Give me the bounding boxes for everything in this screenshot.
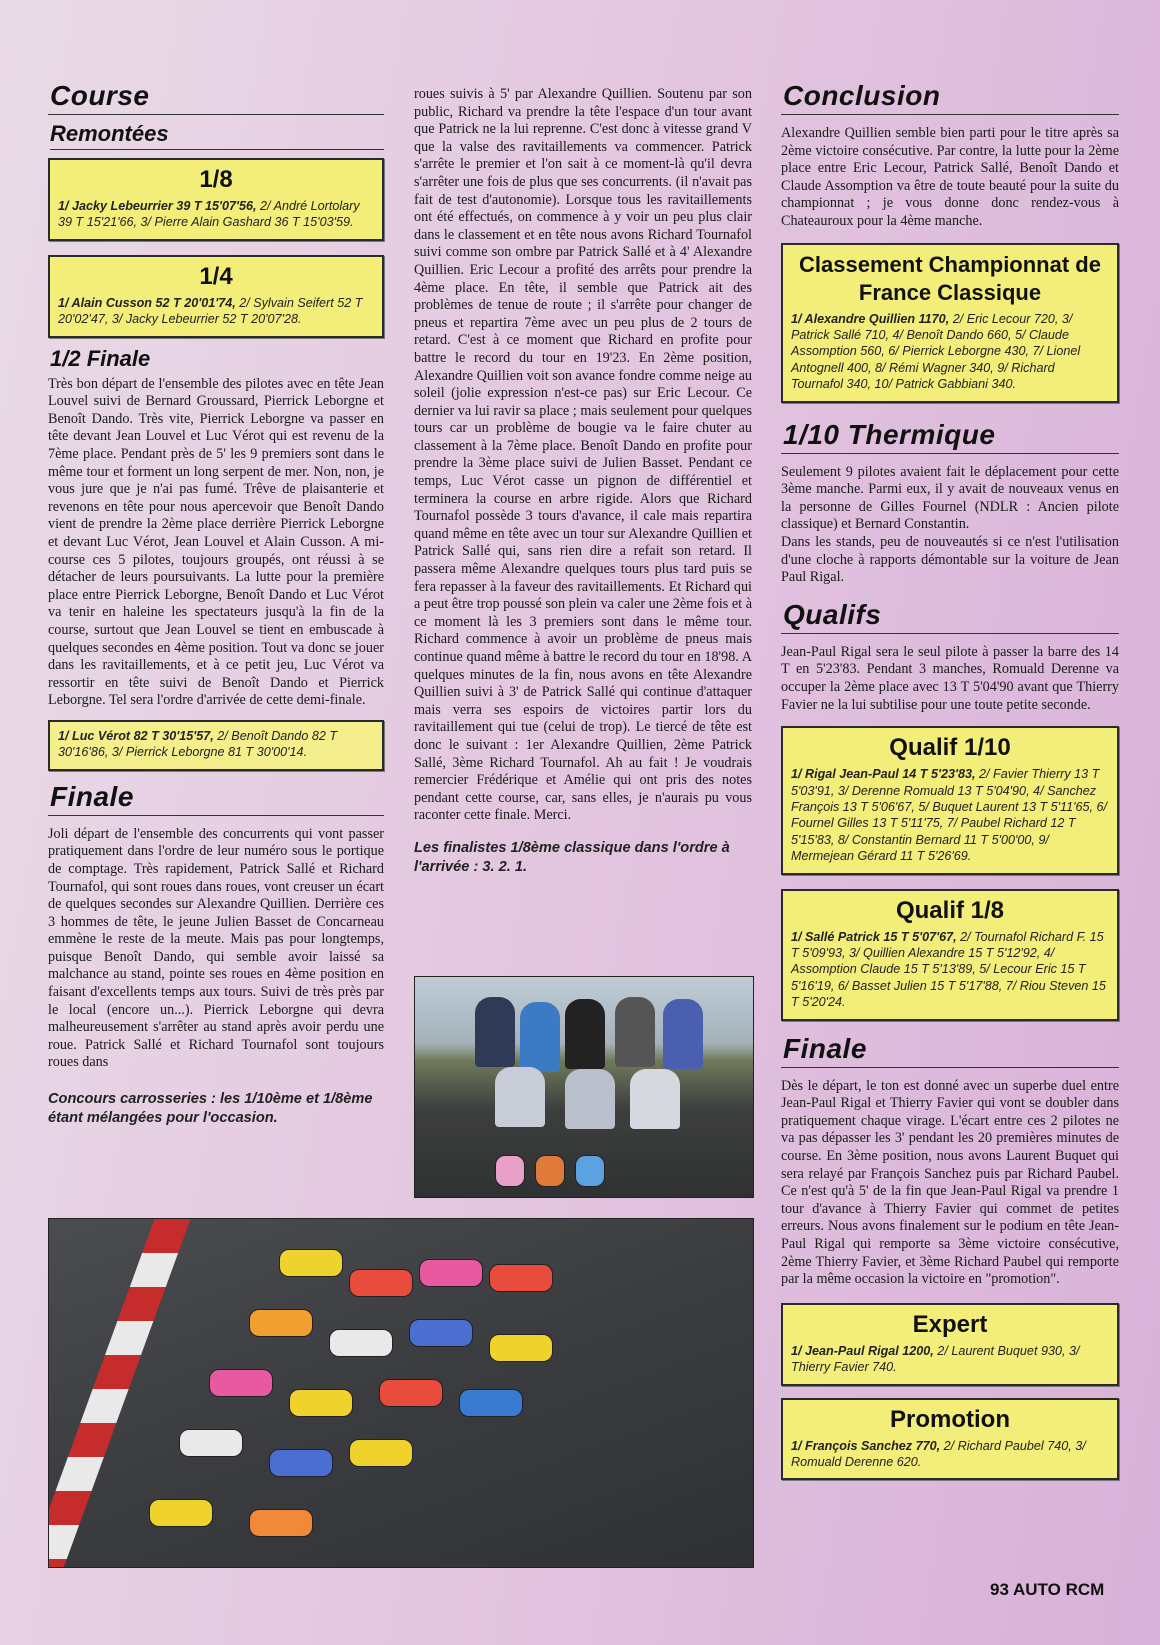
thermique-heading: 1/10 Thermique (781, 419, 1119, 454)
rc-car (209, 1369, 273, 1397)
winner-line: 1/ Rigal Jean-Paul 14 T 5'23'83, (791, 767, 976, 782)
caption-concours: Concours carrosseries : les 1/10ème et 1/8ème étant mélangées pour l'occasion. (48, 1091, 373, 1127)
winner-line: 1/ Alexandre Quillien 1170, (791, 311, 950, 326)
course-heading: Course (48, 80, 384, 115)
finale-thermique-text: Dès le départ, le ton est donné avec un superbe duel entre Jean-Paul Rigal et Thierry Favier qui vont se doubler dans pratiquement chaque virage. L'écart entre ces 2 pilotes ne va pas dépasser les 3' pendant les 20 premières minutes de course. En 3ème position, nous avons Laurent Buquet qui sera relayé par François Sanchez puis par Richard Paubel. Ce n'est qu'à 5' de la fin que Jean-Paul Rigal va prendre 1 tour d'avance à Thierry Favier qui commet de petites erreurs. Nous avons finalement sur le podium en tête Jean-Paul Rigal qui remporte sa 3ème victoire consécutive, 2ème Thierry Favier, et 3ème Richard Paubel qui remporte par la même occasion la victoire en "promotion". (781, 1077, 1119, 1288)
box-title: Qualif 1/8 (895, 896, 1005, 924)
box-title: Qualif 1/10 (889, 734, 1011, 762)
rc-car (379, 1379, 443, 1407)
rc-car (459, 1389, 523, 1417)
rc-car (249, 1509, 313, 1537)
classement-box (781, 243, 1119, 403)
rc-car (489, 1264, 553, 1292)
box-title: Expert (912, 1310, 988, 1338)
results-line: 2/ Tournafol Richard F. 15 T 5'09'93, 3/ Quillien Alexandre 15 T 5'12'92, 4/ Assomption Claude 15 T 5'13'89, 5/ Lecour Eric 15 T 5'16'19, 6/ Basset Julien 15 T 5'17'88, 7/ Riou Steven 15 T 5'20'24. (791, 929, 1106, 1010)
demi-finale-text: Très bon départ de l'ensemble des pilotes avec en tête Jean Louvel suivi de Bernard Groussard, Pierrick Leborgne et Benoît Dando. Très vite, Pierrick Leborgne va passer en tête devant Jean Louvel et Luc Vérot qui est revenu de la 7ème place. Pendant près de 5' les 9 premiers sont dans le même tour et forment un long serpent de mer. Non, non, je vous jure que je n'ai pas fumé. Trêve de plaisanterie et revenons en tête pour nous apercevoir que Benoît Dando vient de prendre la 2ème place derrière Pierrick Leborgne et devant Luc Vérot, Jean Louvel et Alain Cusson. A mi-course ces 5 pilotes, toujours groupés, ont réussi à se détacher de leurs poursuivants. La lutte pour la première place entre Pierrick Leborgne, Benoît Dando et Luc Vérot va tenir en haleine les spectateurs jusqu'à la fin de la course, surtout que Jean Louvel se tient en embuscade à quelques secondes en 4ème position. Tout va donc se jouer dans les ravitaillements, et à ce petit jeu, Luc Vérot va ressortir en tête suivi de Benoît Dando et Pierrick Leborgne. Tel sera l'ordre d'arrivée de cette demi-finale. (48, 375, 384, 709)
results-box-demi (48, 720, 384, 771)
thermique-text: Seulement 9 pilotes avaient fait le déplacement pour cette 3ème manche. Parmi eux, il y avait de nouveaux venus en la personne de Gilles Fournel (NDLR : Ancien pilote classique) et Bernard Constantin. (781, 463, 1119, 533)
box-title: 1/8 (199, 166, 233, 193)
results-box-1-4 (48, 255, 384, 338)
person-figure (495, 1067, 545, 1127)
results-line: 2/ Richard Paubel 740, 3/ Romuald Derenne 620. (791, 1438, 1086, 1469)
caption-finalistes: Les finalistes 1/8ème classique dans l'ordre à l'arrivée : 3. 2. 1. (414, 839, 730, 875)
rc-car (329, 1329, 393, 1357)
winner-line: 1/ Alain Cusson 52 T 20'01'74, (58, 295, 236, 310)
rc-car (269, 1449, 333, 1477)
rc-car (149, 1499, 213, 1527)
box-title: Classement Championnat de France Classique (799, 251, 1101, 305)
box-text (58, 728, 374, 761)
body-contest-photo (48, 1218, 754, 1568)
qualifs-heading: Qualifs (781, 599, 1119, 634)
box-text (791, 1343, 1109, 1376)
rc-car (279, 1249, 343, 1277)
qualif-1-10-box (781, 726, 1119, 874)
box-text (791, 766, 1109, 864)
winner-line: 1/ Jean-Paul Rigal 1200, (791, 1343, 934, 1358)
person-figure (615, 997, 655, 1067)
page-folio: 93 AUTO RCM (990, 1580, 1105, 1599)
results-line: 2/ Eric Lecour 720, 3/ Patrick Sallé 710, 4/ Benoît Dando 660, 5/ Claude Assomption 560, 6/ Pierrick Leborgne 430, 7/ Lionel Antognell 400, 8/ Rémi Wagner 340, 9/ Richard Tournafol 340, 10/ Patrick Gabbiani 340. (791, 311, 1081, 392)
person-figure (475, 997, 515, 1067)
box-text (58, 295, 374, 328)
box-title: Promotion (890, 1405, 1010, 1433)
box-text (791, 311, 1109, 393)
rc-car (179, 1429, 243, 1457)
results-line: 2/ Laurent Buquet 930, 3/ Thierry Favier 740. (791, 1343, 1080, 1375)
box-text (58, 198, 374, 231)
finale-heading: Finale (48, 781, 384, 816)
person-figure (520, 1002, 560, 1072)
rc-car (489, 1334, 553, 1362)
promotion-box (781, 1398, 1119, 1481)
remontees-heading: Remontées (50, 121, 384, 150)
rc-car (409, 1319, 473, 1347)
results-line: 2/ Benoît Dando 82 T 30'16'86, 3/ Pierrick Leborgne 81 T 30'00'14. (58, 728, 338, 760)
winner-line: 1/ Jacky Lebeurrier 39 T 15'07'56, (58, 199, 257, 213)
results-box-1-8 (48, 158, 384, 241)
box-title: 1/4 (199, 262, 233, 290)
rc-car (575, 1155, 605, 1187)
rc-car (349, 1439, 413, 1467)
results-line: 2/ Sylvain Seifert 52 T 20'02'47, 3/ Jacky Lebeurrier 52 T 20'07'28. (58, 295, 363, 327)
qualif-1-8-box (781, 889, 1119, 1021)
results-line: 2/ André Lortolary 39 T 15'21'66, 3/ Pierre Alain Gashard 36 T 15'03'59. (58, 199, 360, 230)
person-figure (630, 1069, 680, 1129)
rc-car (419, 1259, 483, 1287)
rc-car (349, 1269, 413, 1297)
person-figure (565, 1069, 615, 1129)
box-text (791, 929, 1109, 1011)
column-left (48, 80, 384, 1128)
column-right (781, 80, 1119, 1488)
rc-car (535, 1155, 565, 1187)
rc-car (495, 1155, 525, 1187)
winner-line: 1/ Luc Vérot 82 T 30'15'57, (58, 728, 214, 743)
person-figure (663, 999, 703, 1069)
column-middle (414, 86, 752, 877)
stands-text: Dans les stands, peu de nouveautés si ce n'est l'utilisation d'une cloche à rapports démontable sur la voiture de Jean Paul Rigal. (781, 533, 1119, 586)
finale-text: Joli départ de l'ensemble des concurrents qui vont passer pratiquement dans l'ordre de leur numéro sous le portique de comptage. Très rapidement, Patrick Sallé et Richard Tournafol, qui sont roues dans roues, vont creuser un écart de quelques secondes sur Alexandre Quillien. Derrière ces 3 hommes de tête, le jeune Julien Basset de Concarneau emmène le reste de la meute. Mais pas pour longtemps, puisque Benoît Dando, qui semble avoir laissé sa malchance au stand, pointe ses roues en 4ème position en faisant d'excellents temps aux tours. Suivi de très près par le local (encore un...). Pierrick Leborgne qui devra malheureusement s'arrêter au stand après avoir perdu une roue. Patrick Sallé et Richard Tournafol sont toujours roues dans (48, 825, 384, 1071)
demi-finale-heading: 1/2 Finale (50, 345, 151, 371)
person-figure (565, 999, 605, 1069)
results-line: 2/ Favier Thierry 13 T 5'03'91, 3/ Derenne Romuald 13 T 5'04'90, 4/ Sanchez François 13 T 5'06'67, 5/ Buquet Laurent 13 T 5'11'65, 6/ Fournel Gilles 13 T 5'11'75, 7/ Paubel Richard 12 T 5'15'83, 8/ Constantin Bernard 11 T 5'00'00, 9/ Mermejean Gérard 11 T 5'26'69. (791, 767, 1108, 864)
winner-line: 1/ François Sanchez 770, (791, 1438, 941, 1453)
finale-continued-text: roues suivis à 5' par Alexandre Quillien. Soutenu par son public, Richard va prendre la tête l'espace d'un tour avant que Patrick ne la lui reprenne. C'est donc à vitesse grand V que la valse des ravitaillements va commencer. Patrick s'arrête le premier et l'on sait à ce moment-là qu'il devra s'arrêter une fois de plus que ses concurrents. (il n'avait pas fait de test d'autonomie). Lorsque tous les ravitaillements ont été effectués, on commence à y voir un peu plus clair dans le classement et en tête nous avons Richard Tournafol suivi comme son ombre par Patrick Sallé et à 4' Alexandre Quillien. Eric Lecour a profité des arrêts pour prendre la 4ème place. En tête, il semble que Patrick ait des problèmes de tenue de route ; il s'arrête pour changer de pneus et repartira 7ème avec un peu plus de 2 tours de retard. C'est à ce moment que Richard en profite pour battre le record du tour en 19'23. En 2ème position, Alexandre Quillien voit son avance fondre comme neige au soleil (jolie expression n'est-ce pas) sur Eric Lecour. Ce dernier va lui ravir sa place ; mais seulement pour quelques tours car un problème de bougie va le faire chuter au classement à la 7ème place. Benoît Dando en profite pour prendre la 3ème place suivi de Julien Basset. Pendant ce temps, Luc Vérot casse un pignon de différentiel et terminera la course en arbre rigide. Alors que Richard Tournafol possède 3 tours d'avance, il cale mais repartira quand même en tête avec un tour sur Alexandre Quillien et Patrick Sallé qui, sans rien dire a refait son retard. Il passera même Alexandre quelques tours plus tard puis se fera repasser à la faveur des ravitaillements. Et Richard qui a peut être trop poussé son plein va caler une 2ème fois et à ce moment là les 3 premiers sont dans le même tour. Richard commence à avoir un problème de pneus mais continue quand même à battre le record du tour en 18'98. A quelques minutes de la fin, nous avons en tête Alexandre Quillien suivi à 3' de Patrick Sallé qui continue d'attaquer mais verra ses espoirs de victoires partir lors du ravitaillement qui tue (celui de trop). Le tiercé de tête est donc le suivant : 1er Alexandre Quillien, 2ème Patrick Sallé, 3ème Richard Tournafol. Ah au fait ! Je voudrais remercier Frédérique et Amélie qui ont pris des notes pendant cette course, car, sans elles, je n'aurais pu vous raconter cette finale. Merci. (414, 86, 753, 824)
box-text (791, 1438, 1109, 1471)
qualifs-text: Jean-Paul Rigal sera le seul pilote à passer la barre des 14 T en 5'23'83. Pendant 3 manches, Romuald Derenne va occuper la 2ème place avec 13 T 5'04'90 avant que Thierry Favier ne la lui subtilise pour une toute petite seconde. (781, 643, 1119, 713)
finalists-photo (414, 976, 754, 1198)
conclusion-heading: Conclusion (781, 80, 1119, 115)
conclusion-text: Alexandre Quillien semble bien parti pour le titre après sa 2ème victoire consécutive. Par contre, la lutte pour la 2ème place entre Eric Lecour, Patrick Sallé, Benoît Dando et Claude Assomption va être de toute beauté pour la suite du championnat ; je vous donne donc rendez-vous à Chateauroux pour la 4ème manche. (781, 125, 1119, 229)
winner-line: 1/ Sallé Patrick 15 T 5'07'67, (791, 929, 957, 944)
rc-car (249, 1309, 313, 1337)
rc-car (289, 1389, 353, 1417)
expert-box (781, 1303, 1119, 1386)
finale-thermique-heading: Finale (781, 1033, 1119, 1068)
